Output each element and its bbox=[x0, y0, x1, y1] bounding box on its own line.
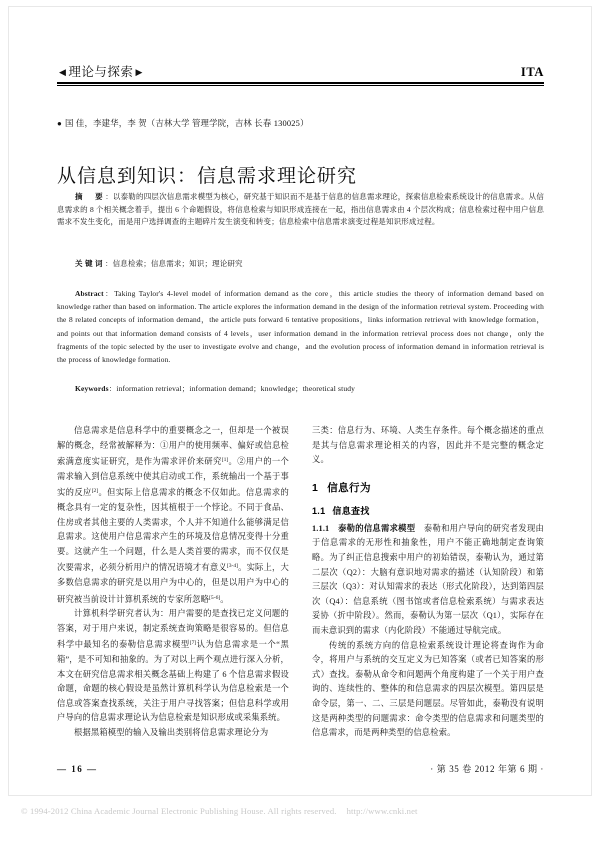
abstract-en-label: Abstract bbox=[75, 289, 104, 298]
paragraph: 三类：信息行为、环境、人类生存条件。每个概念描述的重点是其与信息需求理论相关的内容，因此并不是完整的概念定义。 bbox=[312, 426, 544, 465]
subsection-heading bbox=[312, 504, 544, 517]
paragraph bbox=[57, 424, 289, 607]
section-number: 1 bbox=[312, 481, 319, 494]
body-columns bbox=[57, 424, 544, 744]
running-head bbox=[57, 62, 544, 80]
page-title: 从信息到知识：信息需求理论研究 bbox=[57, 165, 358, 187]
keywords-cn-text: ：信息检索；信息需求；知识；理论研究 bbox=[105, 259, 243, 268]
section-heading bbox=[312, 480, 544, 495]
bullet-icon: ● bbox=[57, 118, 63, 128]
issue-info: · 第 35 卷 2012 年第 6 期 · bbox=[430, 764, 544, 774]
citation-ref: [5-6] bbox=[209, 594, 221, 601]
cnki-watermark bbox=[21, 806, 418, 816]
keywords-en-text: ：information retrieval；information demand；knowledge；theoretical study bbox=[108, 384, 356, 393]
keywords-chinese bbox=[57, 258, 544, 271]
author-line bbox=[57, 117, 544, 129]
para-seg: 。实际上，大多数信息需求的研究是以用户为中心的，但是以用户为中心的研究被当前设计计算机系统的专家所忽略 bbox=[57, 563, 289, 604]
keywords-en-label: Keywords bbox=[75, 384, 109, 393]
para-seg: 信息需求是信息科学中的重要概念之一，但却是一个被误解的概念，经常被解释为：①用户的使用频率、偏好或信息检索满意度实证研究，是作为需求评价来研究 bbox=[57, 426, 289, 467]
citation-ref: [2] bbox=[91, 488, 99, 495]
para-seg: 。 bbox=[220, 594, 229, 604]
subsubsection-heading: 1.1.1 泰勒的信息需求模型 bbox=[312, 523, 416, 533]
abstract-chinese bbox=[57, 191, 544, 229]
running-title: 理论与探索 bbox=[68, 65, 134, 79]
author-affiliation: 国 佳，李建华，李 贺（吉林大学 管理学院，吉林 长春 130025） bbox=[65, 119, 309, 128]
para-seg: 计算机科学研究者认为：用户需要的是查找已定义问题的答案，对于用户来说，制定系统查询策略是很容易的。但信息科学中最知名的泰勒信息需求模型 bbox=[57, 609, 289, 650]
column-left bbox=[57, 424, 289, 744]
page-content bbox=[57, 0, 544, 850]
para-seg: 。但实际上信息需求的概念不仅如此。信息需求的概念具有一定的复杂性，因其植根于一个悖论。不同于食品、住房或者其他主要的人类需求，个人并不知道什么能够满足信息需求。这使用户信息需求产生的环境及信息情况变得十分重要。这就产生一个问题，什么是人类首要的需求，而不仅仅是次要需求，必须分析用户的情况语境才有意义 bbox=[57, 488, 289, 573]
abstract-english bbox=[57, 287, 544, 366]
para-seg: 。②用户的一个需求输入到信息系统中使其启动或工作，系统输出一个基于事实的反应 bbox=[57, 457, 289, 498]
header-rule bbox=[57, 82, 544, 86]
keywords-english bbox=[57, 383, 544, 396]
citation-ref: [1] bbox=[221, 457, 229, 464]
page-footer bbox=[57, 762, 544, 775]
paragraph bbox=[312, 522, 544, 639]
para-seg: 认为信息需求是一个“黑箱”，是不可知和抽象的。为了对以上两个观点进行深入分析，本文在研究信息需求相关概念基础上构建了 6 个信息需求假设命题，命题的核心假设是虽然计算机科学认为信息检索是一个信息或答案查找系统，关注于用户寻找答案；但信息科学或用户导向的信息需求理论认为信息检索是知识形成或采集系统。 bbox=[57, 640, 289, 723]
column-right bbox=[312, 424, 544, 744]
keywords-cn-label: 关键词 bbox=[75, 259, 105, 268]
paragraph: 根据黑箱模型的输入及输出类别将信息需求理论分为 bbox=[74, 727, 269, 737]
running-head-left bbox=[57, 62, 145, 80]
para-seg: 泰勒和用户导向的研究者发现由于信息需求的无形性和抽象性，用户不能正确地制定查询策略。为了纠正信息搜索中用户的初始错误，泰勒认为，通过第二层次（Q2）：大脑有意识地对需求的描述（认知阶段）和第三层次（Q3）：对认知需求的表达（形式化阶段），达到第四层次（Q4）：信息系统（图书馆或者信息检索系统）与需求表达妥协（折中阶段）。然而，泰勒认为第一层次（Q1），实际存在而未意识到的需求（内化阶段）不能通过导航完成。 bbox=[312, 523, 544, 635]
section-title: 信息行为 bbox=[327, 481, 371, 494]
paragraph: 传统的系统方向的信息检索系统设计理论将查询作为命令，将用户与系统的交互定义为已知答案（或者已知答案的形式）查找。泰勒从命令和问题两个角度构建了一个关于用户查询的、连续性的、整体的和信息需求的四层次模型。第四层是命令层，第一、二、三层是问题层。尽管如此，泰勒没有说明这是两种类型的问题需求：命令类型的信息需求和问题类型的信息需求，而是两种类型的信息检索。 bbox=[312, 640, 544, 738]
journal-mark: ITA bbox=[520, 65, 544, 79]
copyright-text: © 1994-2012 China Academic Journal Electronic Publishing House. All rights reserved. bbox=[21, 806, 337, 816]
abstract-cn-label: 摘 要 bbox=[75, 192, 106, 201]
right-triangle-icon: ▶ bbox=[135, 66, 143, 77]
cnki-url: http://www.cnki.net bbox=[346, 806, 418, 816]
page-number: — 16 — bbox=[57, 764, 98, 774]
citation-ref: [3-4] bbox=[226, 563, 239, 570]
subsection-title: 信息查找 bbox=[332, 505, 370, 516]
citation-ref: [7] bbox=[189, 640, 197, 647]
abstract-en-text: ：Taking Taylor's 4-level model of information demand as the core，this article studies the theory of information demand based on knowledge rather than based on information. The article explores the information demand in the design of the information retrieval system. Proceeding with the 8 related concepts of information demand，the article puts forward 6 tentative propositions，links information retrieval with knowledge formation，and points out that information demand consists of 4 levels，user information demand in the information retrieval process does not change，only the fragments of the topic selected by the user to investigate evolve and change，and the evolution process of information demand in information retrieval is the process of knowledge formation. bbox=[57, 289, 544, 365]
left-triangle-icon: ◀ bbox=[59, 66, 67, 77]
abstract-cn-text: ：以泰勒的四层次信息需求模型为核心，研究基于知识而不是基于信息的信息需求理论，探索信息检索系统设计的信息需求。从信息需求的 8 个相关概念着手，提出 6 个命题假设，将信息检索与知识形成连接在一起，指出信息需求由 4 个层次构成；信息检索过程中用户信息需求不发生变化，而是用户选择调查的主题碎片发生演变和转变；信息检索中信息需求演变过程是知识形成过程。 bbox=[57, 192, 545, 227]
paragraph bbox=[57, 607, 289, 726]
subsection-number: 1.1 bbox=[312, 505, 326, 516]
